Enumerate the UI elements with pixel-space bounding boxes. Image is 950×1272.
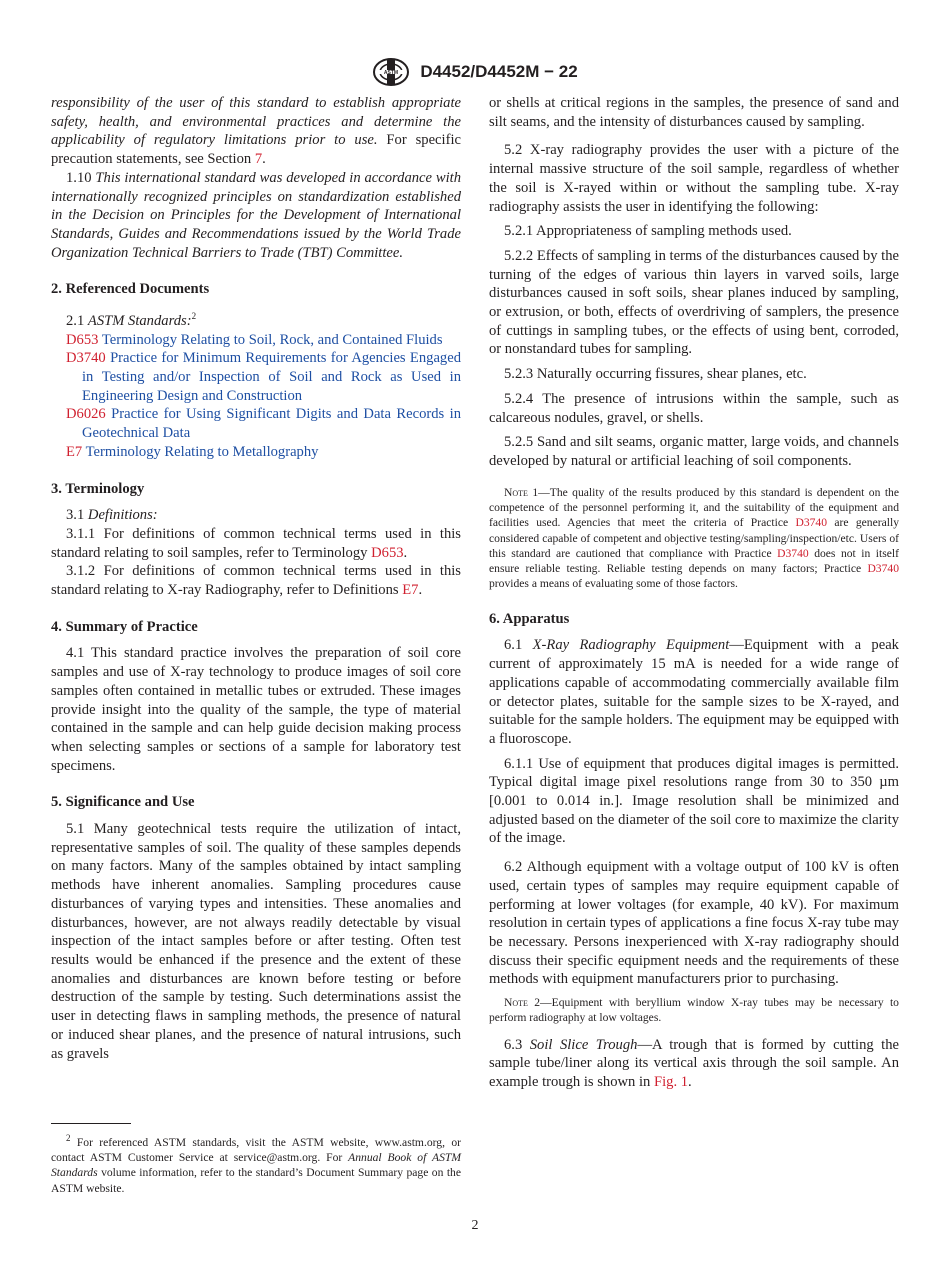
paragraph-5-2-3: 5.2.3 Naturally occurring fissures, shear planes, etc. xyxy=(504,366,807,383)
paragraph-5-1-continued: or shells at critical regions in the samples, the presence of sand and silt seams, and the intensity of disturbances caused by sampling. xyxy=(489,95,899,130)
paragraph-5-2-1: 5.2.1 Appropriateness of sampling methods used. xyxy=(504,223,792,240)
note-2: Note 2—Equipment with beryllium window X-ray tubes may be necessary to perform radiography at low voltages. xyxy=(489,996,899,1025)
astm-logo-icon xyxy=(372,57,410,87)
svg-text:ASTM: ASTM xyxy=(384,70,399,76)
paragraph-6-3: 6.3 Soil Slice Trough—A trough that is formed by cutting the sample tube/liner along its vertical axis through the soil sample. An example trough is shown in Fig. 1. xyxy=(489,1036,900,1091)
ref-link-d653[interactable]: D653 xyxy=(66,331,99,348)
reference-d3740: D3740 Practice for Minimum Requirements for Agencies Engaged in Testing and/or Inspection of Soil and Rock as Used in Engineering Design and Construction xyxy=(66,350,461,404)
paragraph-3-1-2: 3.1.2 For definitions of common technical terms used in this standard relating to X-ray Radiography, refer to Definitions E7. xyxy=(51,563,461,599)
paragraph-3-1: 3.1 Definitions: xyxy=(66,507,158,524)
paragraph-4-1: 4.1 This standard practice involves the preparation of soil core samples and use of X-ray technology to produce images of soil core samples often contained in metallic tubes or extruded. These images provide insight into the quality of the sample, the type of material contained in the sample and can help guide decision making process when selecting samples or sections of a sample for laboratory test specimens. xyxy=(51,645,461,774)
page-header xyxy=(0,57,950,87)
heading-referenced-documents: 2. Referenced Documents xyxy=(51,281,210,298)
paragraph-5-2-2: 5.2.2 Effects of sampling in terms of the disturbances caused by the turning of the edges of various thin layers in varved soils, large disturbances caused in soft soils, shear planes induced by sampling, or extrusion, or both, effects of overdriving of samplers, the presence of cuttings in sampling tubes, or the effects of using bent, corroded, or nonstandard tubes for sampling. xyxy=(489,247,899,358)
d653-link[interactable]: D653 xyxy=(371,544,404,561)
paragraph-1-9-continued: responsibility of the user of this standard to establish appropriate safety, health, and environmental practices and determine the applicability of regulatory limitations prior to use. For specific precaution statements, see Section 7. xyxy=(51,95,461,168)
paragraph-5-2-4: 5.2.4 The presence of intrusions within the sample, such as calcareous nodules, gravel, or shells. xyxy=(489,390,899,426)
paragraph-6-1: 6.1 X-Ray Radiography Equipment—Equipment with a peak current of approximately 15 mA is needed for a wide range of applications capable of accommodating commercially available film or detector plates, suitable for the sample sizes to be X-rayed, and suitable for the sample holders. The equipment may be equipped with a fluoroscope. xyxy=(489,637,899,747)
heading-terminology: 3. Terminology xyxy=(51,480,145,497)
footnote-divider xyxy=(51,1123,131,1124)
note-1: Note 1—The quality of the results produced by this standard is dependent on the competence of the personnel performing it, and the suitability of the equipment and facilities used. Agencies that meet the criteria of Practice D3740 are generally considered capable of competent and objective testing/sampling/inspection/etc. Users of this standard are cautioned that compliance with Practice D3740 does not in itself ensure reliable testing. Reliable testing depends on many factors; Practice D3740 provides a means of evaluating some of those factors. xyxy=(489,485,899,591)
right-column xyxy=(489,94,899,1092)
paragraph-2-1: 2.1 ASTM Standards:$^2$ xyxy=(66,311,197,329)
e7-link[interactable]: E7 xyxy=(402,582,419,599)
paragraph-1-10: 1.10 This international standard was developed in accordance with internationally recognized principles on standardization established in the Decision on Principles for the Development of International Standards, Guides and Recommendations issued by the World Trade Organization Technical Barriers to Trade (TBT) Committee. xyxy=(51,169,461,261)
note1-d3740-link-1[interactable]: D3740 xyxy=(795,516,828,530)
paragraph-6-2: 6.2 Although equipment with a voltage output of 100 kV is often used, certain types of samples may require equipment capable of performing at lower voltages (for example, 40 kV). For maximum resolution in certain types of applications a fine focus X-ray tube may be necessary. Persons inexperienced with X-ray radiography should discuss their specific equipment needs and the requirements of these methods with equipment manufacturers prior to purchasing. xyxy=(489,859,899,988)
paragraph-5-2: 5.2 X-ray radiography provides the user with a picture of the internal massive structure of the soil sample, regardless of whether the soil is X-rayed within or without the sampling tube. X-ray radiography assists the user in identifying the following: xyxy=(489,142,899,215)
ref-link-e7[interactable]: E7 xyxy=(66,443,83,460)
paragraph-3-1-1: 3.1.1 For definitions of common technical terms used in this standard relating to soil samples, refer to Terminology D653. xyxy=(51,525,461,561)
document-designation: D4452/D4452M − 22 xyxy=(420,62,578,81)
heading-summary-of-practice: 4. Summary of Practice xyxy=(51,618,198,635)
paragraph-6-1-1: 6.1.1 Use of equipment that produces digital images is permitted. Typical digital image pixel resolutions range from 30 to 350 µm [0.001 to 0.014 in.]. Image resolution shall be minimized and adjusted based on the diameter of the soil core to maximize the clarity of the image. xyxy=(489,755,899,847)
ref-link-d6026[interactable]: D6026 xyxy=(66,406,106,423)
reference-e7: E7 Terminology Relating to Metallography xyxy=(66,443,319,460)
heading-significance-and-use: 5. Significance and Use xyxy=(51,794,195,811)
fig-1-link[interactable]: Fig. 1 xyxy=(653,1074,689,1091)
footnote-2: $^2$ For referenced ASTM standards, visit the ASTM website, www.astm.org, or contact ASTM Customer Service at service@astm.org. For Annual Book of ASTM Standards volume information, refer to the standard’s Document Summary page on the ASTM website. xyxy=(51,1133,461,1195)
heading-apparatus: 6. Apparatus xyxy=(489,610,570,627)
section-7-link[interactable]: 7 xyxy=(254,151,263,168)
reference-d653: D653 Terminology Relating to Soil, Rock, and Contained Fluids xyxy=(66,331,443,348)
note1-d3740-link-3[interactable]: D3740 xyxy=(867,562,899,576)
paragraph-5-1: 5.1 Many geotechnical tests require the utilization of intact, representative samples of soil. The quality of these samples depends on many factors. Many of the samples obtained by intact sampling methods have inherent anomalies. Sampling procedures cause disturbances of varying types and intensities. These anomalies and disturbances, however, are not always readily detectable by visual inspection of the intact samples before or after testing. Often test results would be enhanced if the presence and the extent of these anomalies and disturbances are known before testing or before destruction of the sample by testing. Such determinations assist the user in detecting flaws in sampling methods, the presence of natural or induced shear planes, and the presence of natural intrusions, such as gravels xyxy=(51,821,461,1062)
note1-d3740-link-2[interactable]: D3740 xyxy=(777,546,809,560)
page-number: 2 xyxy=(471,1218,479,1233)
ref-link-d3740[interactable]: D3740 xyxy=(66,350,106,367)
left-column xyxy=(51,94,461,1063)
paragraph-5-2-5: 5.2.5 Sand and silt seams, organic matter, large voids, and channels developed by natural or artificial leaching of soil components. xyxy=(489,434,899,469)
reference-d6026: D6026 Practice for Using Significant Digits and Data Records in Geotechnical Data xyxy=(66,406,461,442)
